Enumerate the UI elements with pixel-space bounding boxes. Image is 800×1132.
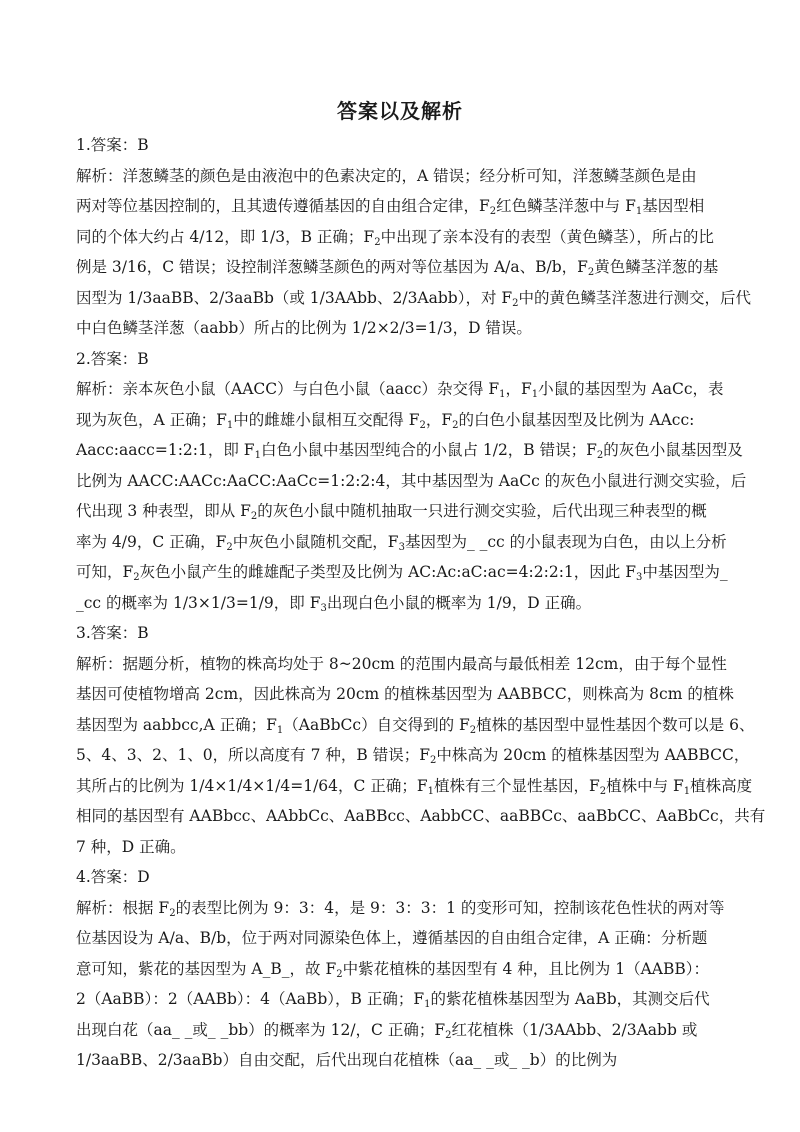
text: 基因型为 aabbcc,A 正确；F <box>76 715 277 734</box>
text: 2（AaBB）：2（AABb）：4（AaBb），B 正确；F <box>76 990 425 1008</box>
text: 可知，F <box>76 563 134 581</box>
text: 红花植株（1/3AAbb、2/3Aabb 或 <box>451 1020 698 1039</box>
q3-line <box>76 710 755 741</box>
text: 同的个体大约占 4/12，即 1/3，B 正确；F <box>76 227 375 246</box>
text: 率为 4/9，C 正确，F <box>76 532 227 551</box>
text: 小鼠的基因型为 AaCc，表 <box>538 380 724 398</box>
text: 中的黄色鳞茎洋葱进行测交，后代 <box>518 288 752 307</box>
q4-line <box>76 954 726 985</box>
q1-line <box>76 222 726 253</box>
subscript: 2 <box>133 572 140 583</box>
subscript: 2 <box>512 297 519 309</box>
text: 中灰色小鼠随机交配，F <box>232 532 399 551</box>
text: 因型为 1/3aaBB、2/3aaBb（或 1/3AAbb、2/3Aabb），对 F <box>76 288 513 307</box>
q3-line: 解析：据题分析，植物的株高均处于 8~20cm 的范围内最高与最低相差 12cm，由于每个显性 <box>76 654 727 673</box>
text: 出现白色小鼠的概率为 1/9，D 正确。 <box>326 593 592 612</box>
subscript: 3 <box>320 602 327 614</box>
q4-line: 位基因设为 A/a、B/b，位于两对同源染色体上，遵循基因的自由组合定律，A 正确：分析题 <box>76 929 708 947</box>
q3-line: 相同的基因型有 AABbcc、AAbbCc、AaBBcc、AabbCC、aaBBCc、aaBbCC、AaBbCc，共有 <box>76 807 766 825</box>
text: 解析：根据 F <box>76 898 170 917</box>
subscript: 3 <box>635 572 643 583</box>
subscript: 2 <box>596 450 604 461</box>
q2-line <box>76 557 726 588</box>
text: 代出现 3 种表型，即从 F <box>76 502 251 520</box>
text: 基因型相 <box>642 197 705 215</box>
text: 植株的基因型中显性基因个数可以是 6、 <box>476 715 755 734</box>
page-title: 答案以及解析 <box>337 99 463 123</box>
subscript: 2 <box>489 206 497 217</box>
text: 其所占的比例为 1/4×1/4×1/4=1/64，C 正确；F <box>76 776 428 795</box>
text: 例是 3/16，C 错误；设控制洋葱鳞茎颜色的两对等位基因为 A/a、B/b，F <box>76 258 588 276</box>
text: 的白色小鼠基因型及比例为 AAcc: <box>458 410 695 429</box>
text: 植株有三个显性基因，F <box>433 776 600 795</box>
subscript: 2 <box>599 785 607 797</box>
text: 的紫花植株基因型为 AaBb，其测交后代 <box>430 990 710 1008</box>
text: 5、4、3、2、1、0，所以高度有 7 种，B 错误；F <box>76 746 430 764</box>
subscript: 1 <box>226 419 234 431</box>
subscript: 2 <box>226 541 233 553</box>
subscript: 2 <box>250 511 258 522</box>
q4-answer: 4.答案：D <box>76 868 150 886</box>
subscript: 2 <box>374 236 381 248</box>
q2-line: 比例为 AACC:AACc:AaCC:AaCc=1:2:2:4，其中基因型为 AaCc 的灰色小鼠进行测交实验，后 <box>76 471 747 490</box>
text: 的表型比例为 9：3：4，是 9：3：3：1 的变形可知，控制该花色性状的两对等 <box>175 898 725 917</box>
text: 灰色小鼠产生的雌雄配子类型及比例为 AC:Ac:aC:ac=4:2:2:1，因此 F <box>139 563 636 581</box>
subscript: 1 <box>499 389 506 400</box>
answer-content <box>76 130 766 1076</box>
text: 的灰色小鼠中随机抽取一只进行测交实验，后代出现三种表型的概 <box>257 502 707 520</box>
q1-line <box>76 252 726 283</box>
text: _cc 的概率为 1/3×1/3=1/9，即 F <box>76 593 321 612</box>
text: 白色小鼠中基因型纯合的小鼠占 1/2，B 错误；F <box>260 441 597 459</box>
q3-line <box>76 771 753 802</box>
subscript: 1 <box>424 999 431 1010</box>
subscript: 2 <box>336 968 343 980</box>
text: 中基因型为_ <box>642 563 728 581</box>
text: 出现白花（aa_ _或_ _bb）的概率为 12/，C 正确；F <box>76 1020 446 1039</box>
text: 意可知，紫花的基因型为 A_B_，故 F <box>76 959 337 978</box>
q3-line <box>76 740 750 771</box>
text: ，F <box>425 410 453 429</box>
text: 基因型为_ _cc 的小鼠表现为白色，由以上分析 <box>404 532 727 551</box>
q1-answer: 1.答案：B <box>76 136 149 154</box>
subscript: 2 <box>169 907 176 919</box>
q4-line: 1/3aaBB、2/3aaBb）自由交配，后代出现白花植株（aa_ _或_ _b）的比例为 <box>76 1051 618 1069</box>
subscript: 3 <box>398 541 405 553</box>
text: Aacc:aacc=1:2:1，即 F <box>76 441 255 459</box>
q4-line <box>76 893 726 924</box>
q1-line <box>76 283 752 314</box>
q1-line: 解析：洋葱鳞茎的颜色是由液泡中的色素决定的，A 错误；经分析可知，洋葱鳞茎颜色是由 <box>76 166 697 185</box>
text: 两对等位基因控制的，且其遗传遵循基因的自由组合定律，F <box>76 197 490 215</box>
subscript: 1 <box>427 785 434 797</box>
text: 中出现了亲本没有的表型（黄色鳞茎），所占的比 <box>380 227 714 246</box>
q4-line <box>76 984 726 1015</box>
text: 红色鳞茎洋葱中与 F <box>496 197 636 215</box>
q2-line <box>76 588 726 619</box>
text: （AaBbCc）自交得到的 F <box>283 715 470 734</box>
q2-line <box>76 435 743 466</box>
subscript: 2 <box>445 1029 452 1041</box>
q2-line <box>76 527 726 558</box>
q4-line <box>76 1015 726 1046</box>
text: 的灰色小鼠基因型及 <box>603 441 743 459</box>
text: 中紫花植株的基因型有 4 种，且比例为 1（AABB）： <box>342 959 710 978</box>
subscript: 1 <box>254 450 261 461</box>
q3-line: 基因可使植物增高 2cm，因此株高为 20cm 的植株基因型为 AABBCC，则株高为 8cm 的植株 <box>76 685 734 703</box>
text: 植株高度 <box>690 776 753 795</box>
text: ，F <box>505 380 532 398</box>
subscript: 2 <box>419 419 426 431</box>
q2-line <box>76 374 726 405</box>
q2-answer: 2.答案：B <box>76 349 149 368</box>
subscript: 1 <box>531 389 539 400</box>
text: 黄色鳞茎洋葱的基 <box>594 258 719 276</box>
subscript: 1 <box>276 724 284 736</box>
text: 解析：亲本灰色小鼠（AACC）与白色小鼠（aacc）杂交得 F <box>76 380 500 398</box>
q2-line <box>76 405 726 436</box>
subscript: 1 <box>635 206 643 217</box>
q1-line: 中白色鳞茎洋葱（aabb）所占的比例为 1/2×2/3=1/3，D 错误。 <box>76 319 532 337</box>
text: 现为灰色，A 正确；F <box>76 410 227 429</box>
q3-answer: 3.答案：B <box>76 624 149 642</box>
subscript: 2 <box>452 419 459 431</box>
text: 植株中与 F <box>606 776 684 795</box>
subscript: 2 <box>429 755 437 766</box>
q3-line: 7 种，D 正确。 <box>76 837 186 856</box>
text: 中株高为 20cm 的植株基因型为 AABBCC， <box>436 746 750 764</box>
q1-line <box>76 191 726 222</box>
subscript: 2 <box>587 267 595 278</box>
subscript: 1 <box>683 785 691 797</box>
q2-line <box>76 496 726 527</box>
text: 中的雌雄小鼠相互交配得 F <box>233 410 420 429</box>
subscript: 2 <box>469 724 477 736</box>
